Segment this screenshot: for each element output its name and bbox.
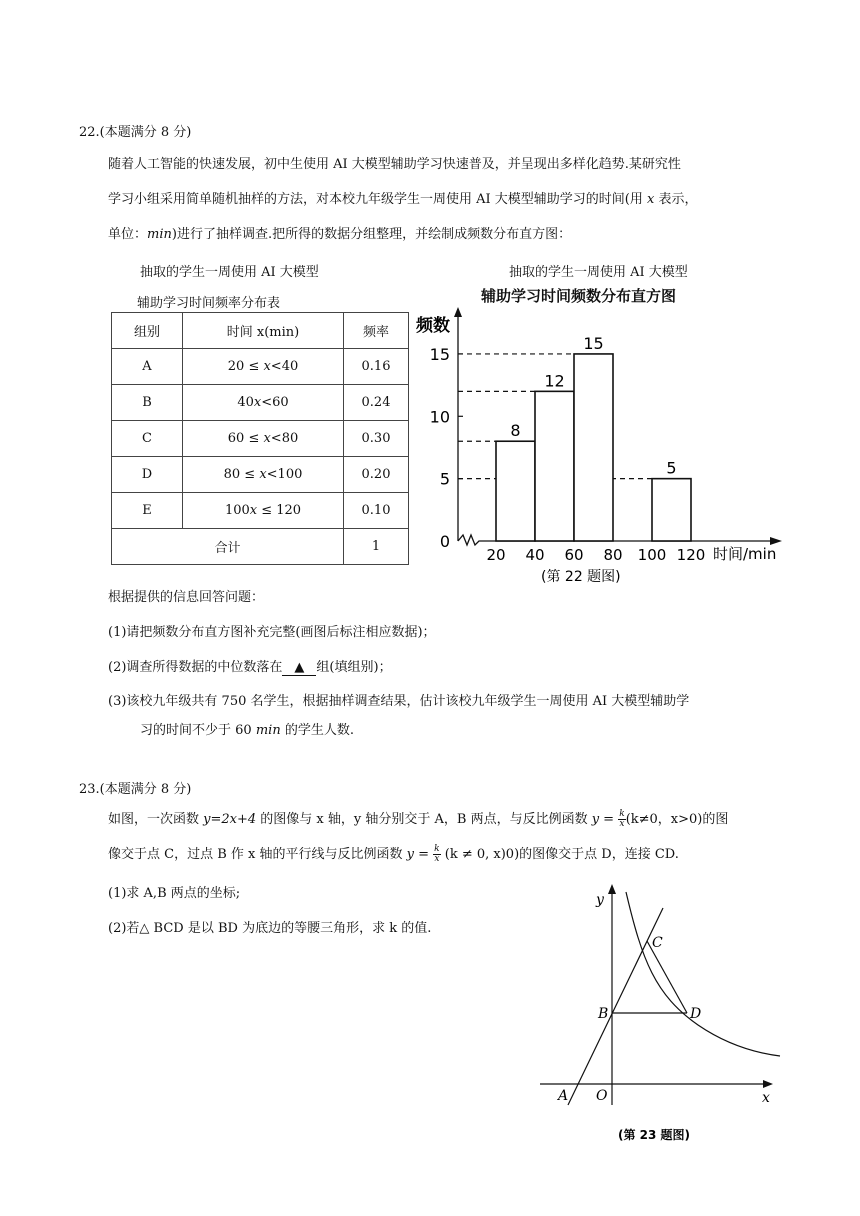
table-header-row [112,313,409,349]
table-total-row [112,529,409,565]
fig-segment-cd [647,941,687,1013]
table-cell: 100𝑥 ≤ 120 [183,493,344,529]
bar [574,354,613,541]
table-title-line2: 辅助学习时间频率分布表 [137,296,281,311]
table-cell: 0.16 [344,349,409,385]
q22-sub2: (2)调查所得数据的中位数落在 ▲ 组(填组别)； [108,660,392,675]
q23-sub1: (1)求 A,B 两点的坐标; [108,886,241,901]
q23-figure [530,880,790,1155]
table-row [112,349,409,385]
q23-header: 23.(本题满分 8 分) [79,782,192,797]
q22-header: 22.(本题满分 8 分) [79,125,192,140]
fig-label-o: O [596,1088,608,1104]
table-cell: B [112,385,183,421]
fig-linear-function [568,908,663,1105]
bar-data-label: 15 [583,333,604,353]
fig-label-x: x [762,1090,770,1106]
bars [496,354,691,541]
table-header-cell: 组别 [112,313,183,349]
x-tick-label: 20 [486,546,506,564]
table-header-cell: 时间 x(min) [183,313,344,349]
table-cell: 80 ≤ 𝑥<100 [183,457,344,493]
fraction-k-over-x: $\frac{k}{x}$ [434,844,440,864]
bar [652,479,691,541]
q22-prompt: 根据提供的信息回答问题： [108,590,265,605]
q23-line2: 像交于点 C，过点 B 作 x 轴的平行线与反比例函数 y = $\frac{k}{x}$ (k ≠ 0, x)0)的图像交于点 D，连接 CD. [108,844,679,864]
q23-sub2: (2)若△ BCD 是以 BD 为底边的等腰三角形，求 k 的值. [108,921,432,936]
fig-x-axis-arrow [763,1080,773,1088]
bar-data-label: 12 [544,371,565,391]
table-cell: 0.10 [344,493,409,529]
q22-sub1: (1)请把频数分布直方图补充完整(画图后标注相应数据)； [108,625,436,640]
q22-paragraph-line3: 单位：min)进行了抽样调查.把所得的数据分组整理，并绘制成频数分布直方图： [108,227,572,242]
chart-caption-line1: 抽取的学生一周使用 AI 大模型 [509,265,688,280]
y-tick-label: 5 [439,469,450,489]
answer-blank: ▲ [282,660,316,676]
fig-label-c: C [652,935,663,951]
q23-line1: 如图，一次函数 y=2x+4 的图像与 x 轴，y 轴分别交于 A，B 两点，与反比例函数 y = $\frac{k}{x}$ (k≠0，x>0)的图 [108,809,729,829]
q22-paragraph-line2: 学习小组采用简单随机抽样的方法，对本校九年级学生一周使用 AI 大模型辅助学习的时间(用 x 表示， [108,192,698,207]
table-title-line1: 抽取的学生一周使用 AI 大模型 [140,265,319,280]
y-tick-label: 15 [429,344,450,364]
table-row [112,385,409,421]
table-cell: 20 ≤ 𝑥<40 [183,349,344,385]
fig-label-y: y [596,892,604,908]
q22-sub3-line2: 习的时间不少于 60 min 的学生人数. [140,723,354,738]
fig-inverse-curve [626,892,780,1056]
table-cell: 0.30 [344,421,409,457]
table-total-label: 合计 [112,529,344,565]
x-tick-label: 120 [676,546,706,564]
bar-data-label: 5 [666,458,677,478]
y-tick-label: 0 [439,532,450,551]
y-axis-arrow [454,307,462,317]
fig-caption: (第 23 题图) [618,1128,691,1142]
x-tick-label: 60 [564,546,584,564]
chart-bottom-caption: (第 22 题图) [541,569,621,585]
fig-label-b: B [598,1006,609,1022]
table-header-cell: 频率 [344,313,409,349]
chart-title: 辅助学习时间频数分布直方图 [481,287,677,305]
fig-y-axis-arrow [608,884,616,894]
table-row [112,421,409,457]
x-tick-label: 80 [603,546,623,564]
bar [535,391,574,541]
fraction-k-over-x: $\frac{k}{x}$ [619,809,625,829]
table-cell: C [112,421,183,457]
x-axis-label: 时间/min [713,545,777,563]
table-cell: 60 ≤ 𝑥<80 [183,421,344,457]
y-tick-label: 10 [429,407,450,427]
frequency-table [111,312,409,565]
x-axis-arrow [770,537,782,545]
bar-data-label: 8 [510,421,521,441]
q22-sub3-line1: (3)该校九年级共有 750 名学生，根据抽样调查结果，估计该校九年级学生一周使用 AI 大模型辅助学 [108,694,690,709]
table-cell: D [112,457,183,493]
var-x: x [647,192,655,207]
histogram-chart [410,305,830,595]
y-tick-marks [458,354,463,479]
table-cell: 0.24 [344,385,409,421]
fig-label-d: D [690,1006,702,1022]
table-cell: A [112,349,183,385]
table-row [112,493,409,529]
table-total-value: 1 [344,529,409,565]
table-cell: E [112,493,183,529]
q22-paragraph-line1: 随着人工智能的快速发展，初中生使用 AI 大模型辅助学习快速普及，并呈现出多样化趋势.某研究性 [108,157,681,172]
x-tick-label: 40 [525,546,545,564]
x-tick-label: 100 [637,546,667,564]
table-cell: 0.20 [344,457,409,493]
table-row [112,457,409,493]
table-cell: 40𝑥<60 [183,385,344,421]
y-axis-label: 频数 [416,316,450,336]
bar [496,441,535,541]
fig-label-a: A [558,1088,569,1104]
